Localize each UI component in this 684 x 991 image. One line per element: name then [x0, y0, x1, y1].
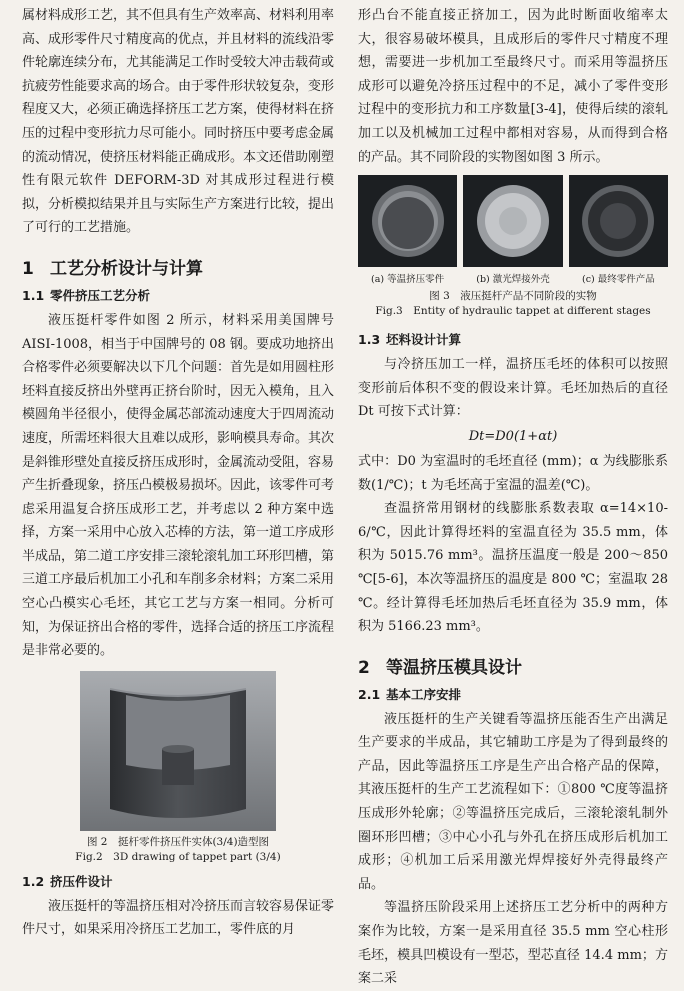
subsection-1-2-heading	[22, 871, 334, 893]
subcaption-b: (b) 激光焊接外壳	[476, 274, 550, 286]
subsection-title: 零件挤压工艺分析	[50, 287, 151, 303]
subsection-title: 基本工序安排	[386, 686, 462, 702]
figure-3-caption-cn: 图 3 液压挺杆产品不同阶段的实物	[429, 290, 597, 303]
subsection-number: 1.3	[358, 332, 381, 348]
subsection-2-1-heading	[358, 684, 668, 706]
section-title: 工艺分析设计与计算	[50, 258, 203, 279]
paragraph-2-1a: 液压挺杆的生产关键看等温挤压能否生产出满足生产要求的半成品，其它辅助工序是为了得到最终的产品，因此等温挤压工序是生产出合格产品的保障，其液压挺杆的生产工艺流程如下：①800 ℃度等温挤压成形外轮廓；②等温挤压完成后，三滚轮滚轧制外圈环形凹槽；③中心小孔与外孔在挤压成形后机加工成形；④机加工后采用激光焊焊接好外壳得最终产品。	[358, 711, 668, 892]
figure-2-caption-en: Fig.2 3D drawing of tappet part (3/4)	[75, 850, 281, 863]
section-number: 1	[22, 258, 34, 279]
subsection-number: 1.1	[22, 287, 45, 303]
continuation-paragraph: 形凸台不能直接正挤加工，因为此时断面收缩率太大，很容易破坏模具，且成形后的零件尺寸精度不理想，需要进一步机加工至最终尺寸。而采用等温挤压成形可以避免冷挤压过程中的不足，减小了零件变形过程中的变形抗力和工序数量[3-4]，使得后续的滚轧加工以及机械加工过程中都相对容易，从而得到合格的产品。其不同阶段的实物图如图 3 所示。	[358, 8, 668, 165]
isothermal-extruded-part-photo	[358, 175, 457, 267]
paragraph-1-2: 液压挺杆的等温挤压相对冷挤压而言较容易保证零件尺寸，如果采用冷挤压工艺加工，零件底的月	[22, 898, 335, 938]
subcaption-c: (c) 最终零件产品	[582, 274, 655, 286]
part-b-image	[473, 181, 553, 261]
part-c-image	[578, 181, 658, 261]
paragraph-1-3b: 式中：D0 为室温时的毛坯直径 (mm)；α 为线膨胀系数(1/℃)；t 为毛坯高于室温的温差(℃)。	[358, 453, 668, 493]
tappet-3d-model-image	[80, 671, 276, 831]
left-column	[22, 4, 334, 942]
figure-3-photos	[358, 175, 668, 267]
figure-3-caption-en: Fig.3 Entity of hydraulic tappet at different stages	[375, 305, 651, 318]
paragraph-1-3a: 与冷挤压加工一样，温挤压毛坯的体积可以按照变形前后体积不变的假设来计算。毛坯加热后的直径 Dt 可按下式计算：	[358, 357, 668, 420]
paragraph-1-3c: 查温挤常用钢材的线膨胀系数表取 α=14×10-6/℃，因此计算得坯料的室温直径为 35.5 mm，体积为 5015.76 mm³。温挤压温度一般是 200～850 ℃[5-6]，本次等温挤压的温度是 800 ℃；室温取 28 ℃。经计算得毛坯加热后毛坯直径为 35.9 mm，体积为 5166.23 mm³。	[358, 501, 668, 635]
laser-welded-shell-photo	[463, 175, 562, 267]
section-number: 2	[358, 657, 370, 678]
subsection-title: 挤压件设计	[50, 873, 113, 889]
section-1-heading	[22, 254, 334, 279]
right-column	[358, 4, 668, 991]
figure-3-subcaptions	[358, 271, 668, 285]
figure-2-caption-cn: 图 2 挺杆零件挤压件实体(3/4)造型图	[86, 835, 270, 848]
subsection-1-3-heading	[358, 329, 668, 351]
subcaption-a: (a) 等温挤压零件	[371, 274, 445, 286]
subsection-number: 2.1	[358, 686, 381, 702]
paragraph-2-1b: 等温挤压阶段采用上述挤压工艺分析中的两种方案作为比较，方案一是采用直径 35.5 mm 空心柱形毛坯，模具凹模设有一型芯，型芯直径 14.4 mm；方案二采	[358, 900, 668, 987]
subsection-title: 坯料设计计算	[386, 332, 462, 348]
intro-paragraph: 属材料成形工艺，其不但具有生产效率高、材料利用率高、成形零件尺寸精度高的优点，并且材料的流线沿零件轮廓连续分布，尤其能满足工作时受较大冲击载荷或抗疲劳性能要求高的场合。由于零件形状较复杂，变形程度又大，必须正确选择挤压工艺方案，使得材料在挤压的过程中变形抗力尽可能小。同时挤压中要考虑金属的流动情况，使挤压材料能正确成形。本文还借助刚塑性有限元软件 DEFORM-3D 对其成形过程进行模拟，分析模拟结果并且与实际生产方案进行比较，提出了可行的工艺措施。	[22, 8, 335, 236]
final-product-photo	[569, 175, 668, 267]
section-2-heading	[358, 653, 668, 678]
paragraph-1-1: 液压挺杆零件如图 2 所示，材料采用美国牌号 AISI-1008，相当于中国牌号的 08 钢。要成功地挤出合格零件必须要解决以下几个问题：首先是如用圆柱形坯料直接反挤出外壁再正挤台阶时，因无入模角，且入模圆角半径很小，使得金属芯部流动速度大于四周流动速度，所需坯料很大且难以成形，影响模具寿命。其次是斜锥形壁处直接反挤压成形时，金属流动受阻，容易产生折叠现象，挤压凸模极易损坏。因此，该零件可考虑采用温复合挤压成形工艺，并考虑以 2 种方案中选择，方案一采用中心放入芯棒的方法，第一道工序成形半成品，第二道工序安排三滚轮滚轧加工环形凹槽，第三道工序最后机加工小孔和车削多余材料；方案二采用空心凸模实心毛坯，其它工艺与方案一相同。分析可知，为保证挤出合格的零件，选择合适的挤压工序流程是非常必要的。	[22, 312, 335, 659]
diameter-formula: Dt=D0(1+αt)	[468, 428, 558, 444]
figure-2	[22, 671, 334, 865]
part-a-image	[368, 181, 448, 261]
figure-3	[358, 175, 668, 319]
subsection-number: 1.2	[22, 873, 45, 889]
subsection-1-1-heading	[22, 285, 334, 307]
section-title: 等温挤压模具设计	[386, 657, 522, 678]
